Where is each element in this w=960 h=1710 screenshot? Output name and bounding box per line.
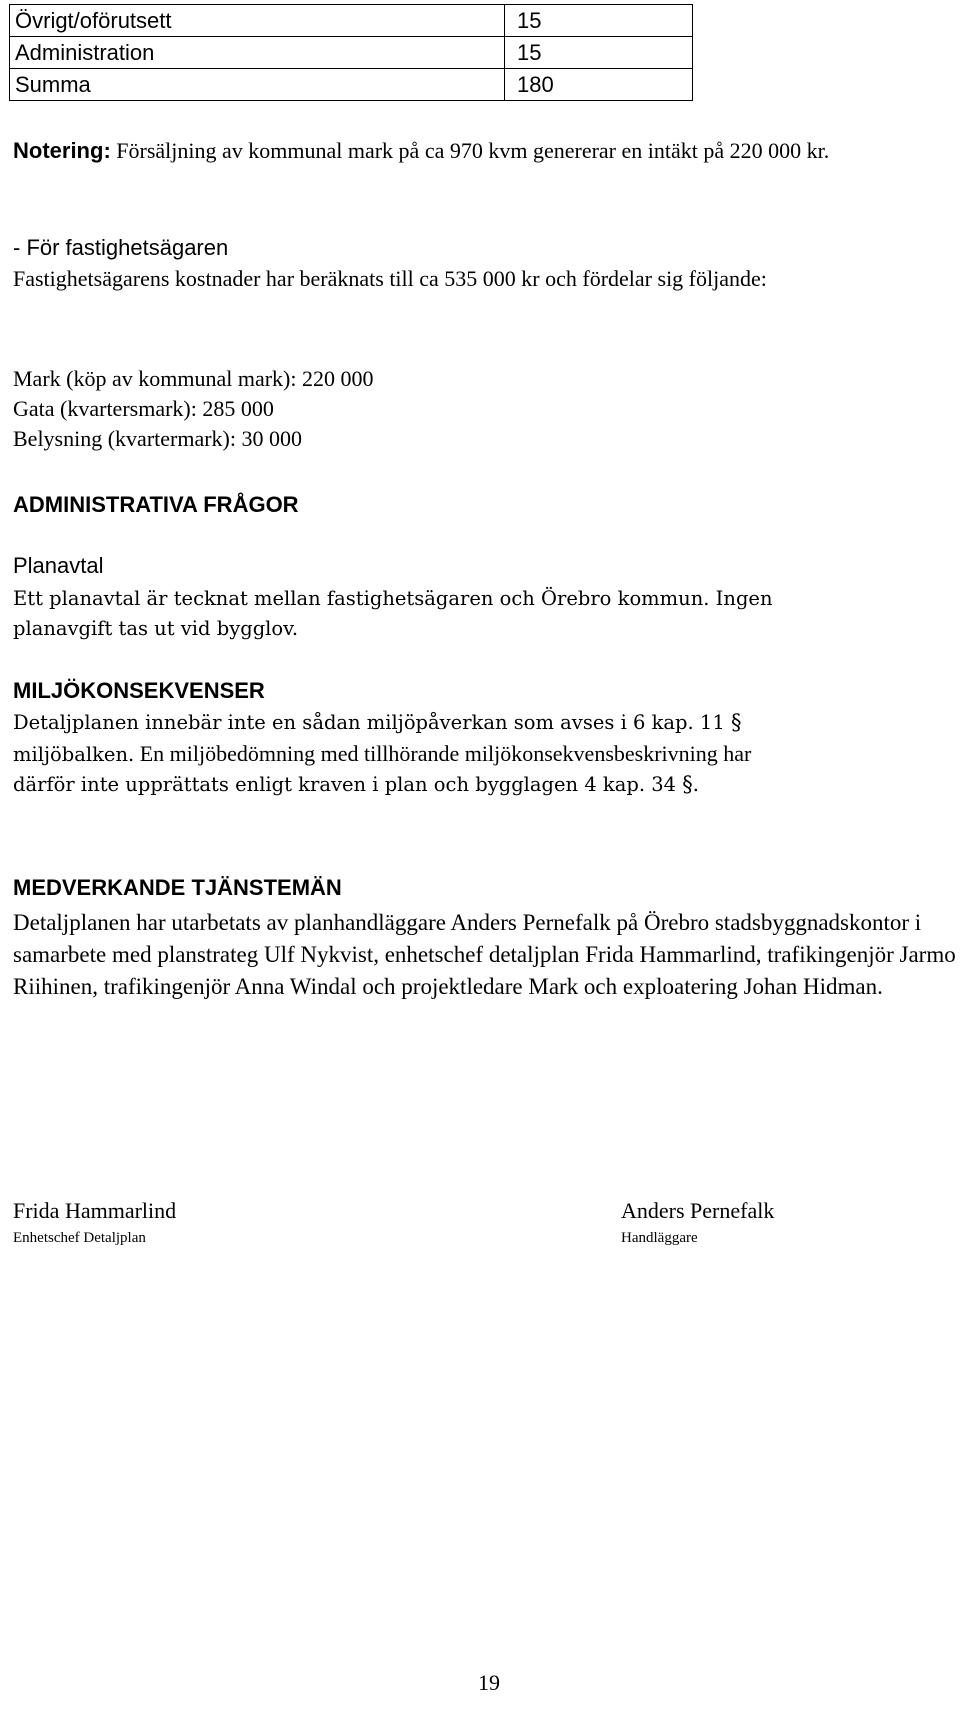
signature-name-right: Anders Pernefalk [621, 1198, 775, 1223]
admin-heading: ADMINISTRATIVA FRÅGOR [13, 492, 299, 517]
note-paragraph [13, 136, 913, 166]
signature-title-left: Enhetschef Detaljplan [13, 1230, 146, 1246]
environment-line-2-start: miljöbalken. [13, 743, 135, 766]
table-cell-label: Övrigt/oförutsett [10, 5, 505, 37]
environment-heading: MILJÖKONSEKVENSER [13, 678, 265, 703]
table-cell-value: 15 [505, 37, 693, 69]
cost-item-street: Gata (kvartersmark): 285 000 [13, 396, 274, 421]
environment-line-1-text: Detaljplanen innebär inte en sådan miljöpåverkan som avses i 6 kap. 11 [13, 711, 731, 734]
environment-line-2 [13, 741, 751, 767]
admin-subheading: Planavtal [13, 553, 104, 578]
property-owner-heading: - För fastighetsägaren [13, 235, 229, 260]
section-symbol: § [730, 710, 742, 734]
table-row [10, 5, 693, 37]
environment-line-3 [13, 772, 699, 796]
table-cell-value: 15 [505, 5, 693, 37]
officials-heading: MEDVERKANDE TJÄNSTEMÄN [13, 875, 342, 900]
table-row [10, 69, 693, 101]
cost-item-lighting: Belysning (kvartermark): 30 000 [13, 426, 302, 451]
environment-line-2-rest: En miljöbedömning med tillhörande miljökonsekvensbeskrivning har [134, 741, 752, 766]
page-number: 19 [478, 1670, 500, 1695]
environment-period: . [692, 773, 699, 796]
property-owner-intro: Fastighetsägarens kostnader har beräknats till ca 535 000 kr och fördelar sig följande: [13, 266, 767, 291]
signature-name-left: Frida Hammarlind [13, 1198, 177, 1223]
note-label: Notering: [13, 138, 111, 163]
table-cell-value: 180 [505, 69, 693, 101]
environment-line-1 [13, 710, 741, 734]
admin-text: Ett planavtal är tecknat mellan fastighetsägaren och Örebro kommun. Ingen planavgift tas ut vid bygglov. [13, 587, 773, 640]
environment-line-3-text: därför inte upprättats enligt kraven i plan och bygglagen 4 kap. 34 [13, 773, 683, 796]
table-cell-label: Administration [10, 37, 505, 69]
signature-title-right: Handläggare [621, 1230, 698, 1246]
cost-item-land: Mark (köp av kommunal mark): 220 000 [13, 366, 374, 391]
section-symbol: § [682, 772, 693, 796]
officials-text: Detaljplanen har utarbetats av planhandläggare Anders Pernefalk på Örebro stadsbyggnadskontor i samarbete med planstrateg Ulf Nykvist, enhetschef detaljplan Frida Hammarlind, trafikingenjör Jarmo Riihinen, trafikingenjör Anna Windal och projektledare Mark och exploatering Johan Hidman. [13, 910, 956, 999]
table-row [10, 37, 693, 69]
table-cell-label: Summa [10, 69, 505, 101]
cost-table [9, 4, 693, 101]
note-text: Försäljning av kommunal mark på ca 970 kvm genererar en intäkt på 220 000 kr. [110, 138, 830, 163]
